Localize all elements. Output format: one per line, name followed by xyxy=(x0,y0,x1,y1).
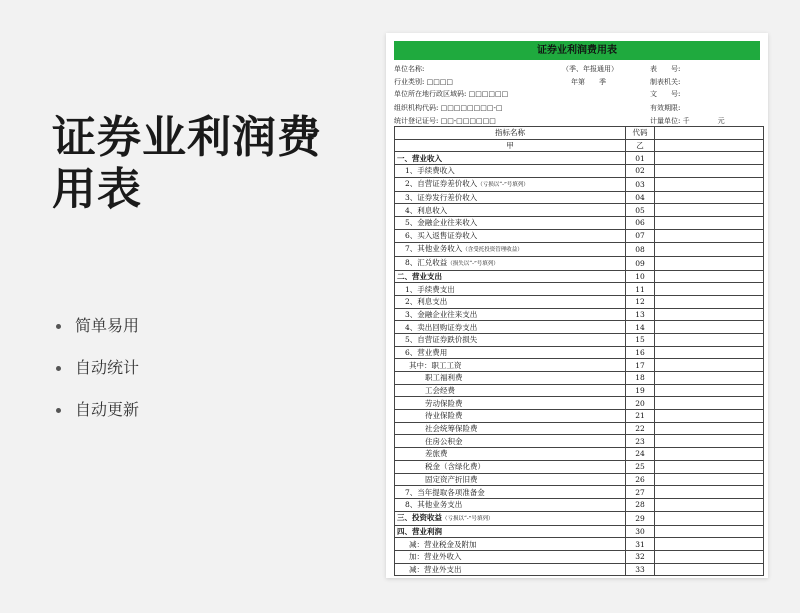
row-code: 08 xyxy=(626,242,655,256)
row-code: 17 xyxy=(626,359,655,372)
row-label-cell xyxy=(395,177,626,191)
row-value-cell[interactable] xyxy=(655,242,764,256)
table-row xyxy=(395,270,764,283)
row-label: 减：营业税金及附加 xyxy=(409,539,477,549)
row-value-cell[interactable] xyxy=(655,204,764,217)
row-label: 2、利息支出 xyxy=(405,297,448,307)
valid-until-label: 有效期限: xyxy=(650,104,681,112)
row-label: 减：营业外支出 xyxy=(409,564,462,574)
row-value-cell[interactable] xyxy=(655,308,764,321)
feature-item xyxy=(56,396,139,438)
row-value-cell[interactable] xyxy=(655,372,764,385)
row-label-cell xyxy=(395,256,626,270)
row-label-cell xyxy=(395,538,626,551)
header-name-sub: 甲 xyxy=(395,139,626,152)
org-code-label: 组织机构代码: □□□□□□□□-□ xyxy=(394,104,503,112)
row-code: 21 xyxy=(626,410,655,423)
row-label-cell xyxy=(395,242,626,256)
row-label-cell xyxy=(395,295,626,308)
row-label-cell xyxy=(395,550,626,563)
row-label-cell xyxy=(395,486,626,499)
row-code: 29 xyxy=(626,511,655,525)
industry-label: 行业类别: □□□□ xyxy=(394,78,454,86)
row-label-cell xyxy=(395,283,626,296)
table-row xyxy=(395,525,764,538)
row-code: 20 xyxy=(626,397,655,410)
sheet-title: 证券业利润费用表 xyxy=(394,41,760,60)
region-code-label: 单位所在地行政区域码: □□□□□□ xyxy=(394,90,509,98)
row-value-cell[interactable] xyxy=(655,229,764,242)
row-code: 28 xyxy=(626,498,655,511)
row-value-cell[interactable] xyxy=(655,422,764,435)
row-label: 劳动保险费 xyxy=(425,398,463,408)
row-code: 25 xyxy=(626,460,655,473)
row-label: 差旅费 xyxy=(425,449,448,459)
row-label: 固定资产折旧费 xyxy=(425,474,478,484)
table-row xyxy=(395,177,764,191)
row-code: 19 xyxy=(626,384,655,397)
row-value-cell[interactable] xyxy=(655,321,764,334)
row-note: （亏损以“-”号填列） xyxy=(442,515,494,522)
feature-label: 简单易用 xyxy=(75,316,140,335)
row-code: 22 xyxy=(626,422,655,435)
row-code: 31 xyxy=(626,538,655,551)
row-label: 工会经费 xyxy=(425,386,455,396)
row-label-cell xyxy=(395,270,626,283)
header-code: 代码 xyxy=(626,127,655,140)
row-value-cell[interactable] xyxy=(655,359,764,372)
row-code: 10 xyxy=(626,270,655,283)
row-code: 23 xyxy=(626,435,655,448)
table-row xyxy=(395,397,764,410)
row-value-cell[interactable] xyxy=(655,435,764,448)
amount-unit-label: 计量单位: 千 元 xyxy=(650,117,725,125)
row-value-cell[interactable] xyxy=(655,473,764,486)
row-label-cell xyxy=(395,460,626,473)
row-label-cell xyxy=(395,165,626,178)
row-code: 07 xyxy=(626,229,655,242)
profit-expense-table xyxy=(394,126,764,576)
table-header-row xyxy=(395,127,764,140)
row-label-cell xyxy=(395,372,626,385)
row-label: 社会统筹保险费 xyxy=(425,424,478,434)
header-value xyxy=(655,127,764,140)
row-code: 09 xyxy=(626,256,655,270)
table-row xyxy=(395,359,764,372)
row-label: 3、金融企业往来支出 xyxy=(405,309,478,319)
row-label: 1、手续费支出 xyxy=(405,284,455,294)
table-row xyxy=(395,229,764,242)
row-value-cell[interactable] xyxy=(655,460,764,473)
unit-name-label: 单位名称: xyxy=(394,65,425,73)
row-value-cell[interactable] xyxy=(655,563,764,576)
feature-label: 自动统计 xyxy=(75,358,140,377)
row-code: 01 xyxy=(626,152,655,165)
row-label: 二、营业支出 xyxy=(397,271,442,281)
table-row xyxy=(395,321,764,334)
row-label: 5、自营证券跌价损失 xyxy=(405,335,478,345)
row-code: 11 xyxy=(626,283,655,296)
row-value-cell[interactable] xyxy=(655,283,764,296)
table-row xyxy=(395,486,764,499)
row-note: （损失以“-”号填列） xyxy=(447,260,499,267)
row-label-cell xyxy=(395,473,626,486)
header-value-sub xyxy=(655,139,764,152)
table-row xyxy=(395,550,764,563)
table-row xyxy=(395,435,764,448)
row-label: 3、证券发行差价收入 xyxy=(405,193,478,203)
row-label-cell xyxy=(395,435,626,448)
table-row xyxy=(395,191,764,204)
row-label: 住房公积金 xyxy=(425,436,463,446)
row-label: 一、营业收入 xyxy=(397,153,442,163)
table-row xyxy=(395,538,764,551)
table-row xyxy=(395,165,764,178)
table-row xyxy=(395,498,764,511)
row-label: 三、投资收益 xyxy=(397,512,442,522)
row-label-cell xyxy=(395,333,626,346)
row-code: 13 xyxy=(626,308,655,321)
table-row xyxy=(395,152,764,165)
row-label: 7、当年提取各项准备金 xyxy=(405,487,485,497)
table-subheader-row xyxy=(395,139,764,152)
row-code: 26 xyxy=(626,473,655,486)
row-label-cell xyxy=(395,217,626,230)
table-row xyxy=(395,448,764,461)
row-label: 税金（含绿化费） xyxy=(425,462,485,472)
table-row xyxy=(395,460,764,473)
spreadsheet-preview xyxy=(386,33,768,578)
bullet-icon xyxy=(56,324,61,329)
row-label-cell xyxy=(395,191,626,204)
row-label-cell xyxy=(395,525,626,538)
doc-no-label: 文 号: xyxy=(650,90,681,98)
period-type-label: （季、年报通用） xyxy=(562,65,618,73)
row-label-cell xyxy=(395,359,626,372)
row-code: 12 xyxy=(626,295,655,308)
row-value-cell[interactable] xyxy=(655,397,764,410)
row-label: 5、金融企业往来收入 xyxy=(405,218,478,228)
row-label: 1、手续费收入 xyxy=(405,166,455,176)
year-quarter-label: 年第 季 xyxy=(571,78,606,86)
row-label-cell xyxy=(395,448,626,461)
row-value-cell[interactable] xyxy=(655,333,764,346)
row-value-cell[interactable] xyxy=(655,217,764,230)
row-label: 6、营业费用 xyxy=(405,347,448,357)
row-label-cell xyxy=(395,321,626,334)
table-row xyxy=(395,473,764,486)
feature-item xyxy=(56,354,139,396)
row-value-cell[interactable] xyxy=(655,511,764,525)
table-row xyxy=(395,563,764,576)
table-row xyxy=(395,410,764,423)
row-code: 04 xyxy=(626,191,655,204)
header-name: 指标名称 xyxy=(395,127,626,140)
row-label-cell xyxy=(395,229,626,242)
row-value-cell[interactable] xyxy=(655,525,764,538)
row-label-cell xyxy=(395,397,626,410)
row-value-cell[interactable] xyxy=(655,270,764,283)
table-row xyxy=(395,511,764,525)
row-code: 14 xyxy=(626,321,655,334)
row-label: 职工福利费 xyxy=(425,373,463,383)
row-value-cell[interactable] xyxy=(655,486,764,499)
row-code: 27 xyxy=(626,486,655,499)
row-label-cell xyxy=(395,346,626,359)
row-value-cell[interactable] xyxy=(655,498,764,511)
table-row xyxy=(395,346,764,359)
feature-item xyxy=(56,312,139,354)
row-label: 4、利息收入 xyxy=(405,205,448,215)
row-label: 其中：职工工资 xyxy=(409,360,462,370)
table-row xyxy=(395,242,764,256)
row-code: 03 xyxy=(626,177,655,191)
prepared-by-label: 制表机关: xyxy=(650,78,681,86)
table-row xyxy=(395,217,764,230)
row-label-cell xyxy=(395,152,626,165)
table-row xyxy=(395,384,764,397)
feature-label: 自动更新 xyxy=(75,400,140,419)
row-value-cell[interactable] xyxy=(655,152,764,165)
row-label-cell xyxy=(395,511,626,525)
row-label-cell xyxy=(395,422,626,435)
table-no-label: 表 号: xyxy=(650,65,681,73)
page-title: 证券业利润费用表 xyxy=(52,112,322,215)
bullet-icon xyxy=(56,408,61,413)
table-row xyxy=(395,308,764,321)
row-code: 33 xyxy=(626,563,655,576)
bullet-icon xyxy=(56,366,61,371)
row-label: 四、营业利润 xyxy=(397,526,442,536)
row-code: 32 xyxy=(626,550,655,563)
row-label: 6、买入返售证券收入 xyxy=(405,231,478,241)
table-row xyxy=(395,295,764,308)
row-value-cell[interactable] xyxy=(655,384,764,397)
row-label: 8、其他业务支出 xyxy=(405,500,463,510)
row-label-cell xyxy=(395,410,626,423)
row-value-cell[interactable] xyxy=(655,191,764,204)
row-value-cell[interactable] xyxy=(655,346,764,359)
row-value-cell[interactable] xyxy=(655,550,764,563)
table-row xyxy=(395,372,764,385)
row-label: 待业保险费 xyxy=(425,411,463,421)
row-code: 06 xyxy=(626,217,655,230)
row-label-cell xyxy=(395,563,626,576)
reg-no-label: 统计登记证号: □□-□□□□□□ xyxy=(394,117,496,125)
row-code: 18 xyxy=(626,372,655,385)
row-label-cell xyxy=(395,384,626,397)
row-label: 加：营业外收入 xyxy=(409,552,462,562)
row-note: （含受托投资管理收益） xyxy=(462,246,523,253)
row-code: 24 xyxy=(626,448,655,461)
row-value-cell[interactable] xyxy=(655,410,764,423)
row-value-cell[interactable] xyxy=(655,448,764,461)
table-row xyxy=(395,283,764,296)
row-value-cell[interactable] xyxy=(655,256,764,270)
row-value-cell[interactable] xyxy=(655,165,764,178)
row-label-cell xyxy=(395,204,626,217)
row-code: 05 xyxy=(626,204,655,217)
row-code: 30 xyxy=(626,525,655,538)
table-row xyxy=(395,422,764,435)
row-label: 2、自营证券差价收入 xyxy=(405,178,478,188)
row-label: 7、其他业务收入 xyxy=(405,243,463,253)
row-code: 15 xyxy=(626,333,655,346)
row-label-cell xyxy=(395,308,626,321)
row-value-cell[interactable] xyxy=(655,295,764,308)
row-label: 8、汇兑收益 xyxy=(405,257,448,267)
row-note: （亏损以“-”号填列） xyxy=(477,181,529,188)
feature-list xyxy=(56,312,139,438)
table-row xyxy=(395,256,764,270)
header-code-sub: 乙 xyxy=(626,139,655,152)
row-label: 4、卖出回购证券支出 xyxy=(405,322,478,332)
row-value-cell[interactable] xyxy=(655,538,764,551)
row-code: 02 xyxy=(626,165,655,178)
table-row xyxy=(395,204,764,217)
row-label-cell xyxy=(395,498,626,511)
table-row xyxy=(395,333,764,346)
row-code: 16 xyxy=(626,346,655,359)
row-value-cell[interactable] xyxy=(655,177,764,191)
